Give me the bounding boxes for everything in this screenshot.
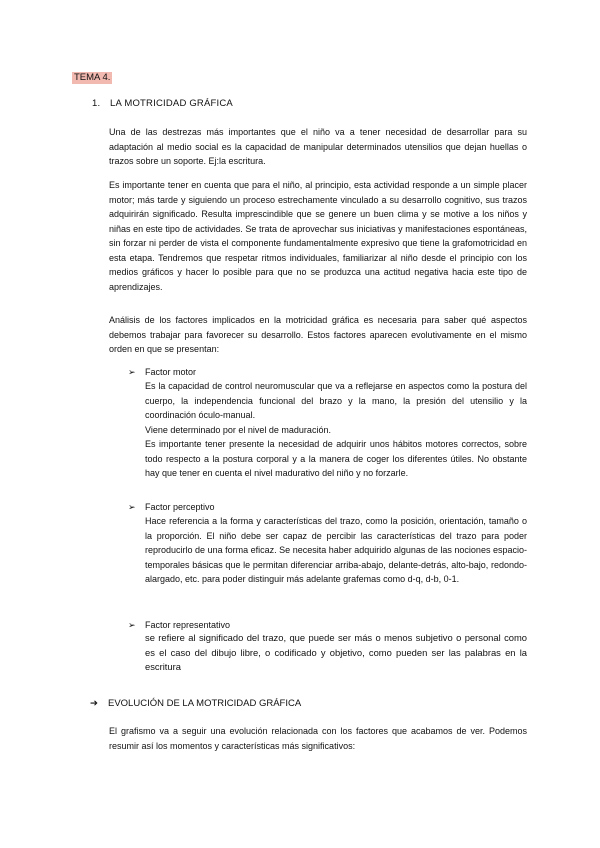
paragraph-closing: El grafismo va a seguir una evolución relacionada con los factores que acabamos de ver. Podemos resumir así los momentos y características más significativos: — [109, 726, 527, 751]
factor-body-line: Es la capacidad de control neuromuscular que va a reflejarse en aspectos como la postura del cuerpo, la independencia funcional del brazo y la mano, la presión del utensilio y la coordinación óculo-manual. — [145, 381, 527, 420]
factor-body: se refiere al significado del trazo, que puede ser más o menos subjetivo o personal como es el caso del dibujo libre, o codificado y objetivo, como pueden ser las palabras en la escritura — [145, 632, 527, 672]
right-arrow-icon: ➔ — [90, 698, 98, 709]
topic-tag: TEMA 4. — [74, 72, 111, 83]
section-number: 1. — [92, 98, 101, 109]
subsection-heading — [90, 698, 301, 709]
section-title: LA MOTRICIDAD GRÁFICA — [110, 98, 233, 109]
bullet-arrow-icon: ➢ — [128, 367, 136, 377]
bullet-arrow-icon: ➢ — [128, 620, 136, 630]
factor-title: Factor motor — [145, 367, 197, 377]
factor-title: Factor representativo — [145, 620, 231, 630]
bullet-arrow-icon: ➢ — [128, 502, 136, 512]
factor-body-line: Viene determinado por el nivel de maduración. — [145, 424, 331, 435]
factor-body-line: Es importante tener presente la necesidad de adquirir unos hábitos motores correctos, sobre todo respecto a la postura corporal y a la manera de coger los diferentes útiles. No obstante hay que tener en cuenta el nivel madurativo del niño y no forzarle. — [145, 439, 527, 478]
factor-body — [145, 379, 527, 481]
paragraph-intro: Una de las destrezas más importantes que el niño va a tener necesidad de desarrollar para su adaptación al medio social es la capacidad de manipular determinados utensilios que dejan huellas o trazos sobre un soporte. Ej:la escritura. — [109, 127, 527, 166]
factor-title: Factor perceptivo — [145, 502, 215, 512]
factor-body: Hace referencia a la forma y características del trazo, como la posición, orientación, tamaño o la proporción. El niño debe ser capaz de percibir las características del trazo para poder reproducirlo de una forma eficaz. Se necesita haber adquirido algunas de las nociones espacio-temporales básicas que le permitan diferenciar arriba-abajo, delante-detrás, alto-bajo, redondo-alargado, etc. para poder distinguir más adelante grafemas como d-q, d-b, 0-1. — [145, 516, 527, 584]
section-heading — [92, 98, 233, 109]
subsection-title: EVOLUCIÓN DE LA MOTRICIDAD GRÁFICA — [108, 698, 302, 709]
paragraph-analysis: Análisis de los factores implicados en la motricidad gráfica es necesaria para saber qué aspectos debemos trabajar para favorecer su desarrollo. Estos factores aparecen evolutivamente en el mismo orden en que se presentan: — [109, 315, 527, 354]
paragraph-context: Es importante tener en cuenta que para el niño, al principio, esta actividad responde a un simple placer motor; más tarde y siguiendo un proceso estrechamente vinculado a su desarrollo cognitivo, sus trazos adquirirán significado. Resulta imprescindible que se genere un buen clima y se motive a los niños y niñas en este tipo de actividades. Se trata de aprovechar sus iniciativas y manifestaciones espontáneas, sin forzar ni perder de vista el componente fundamentalmente expresivo que tiene la grafomotricidad en esta etapa. Tendremos que respetar ritmos individuales, familiarizar al niño desde el principio con los medios gráficos y hacer lo posible para que no se produzca una actitud negativa hacia este tipo de aprendizajes. — [109, 180, 527, 292]
